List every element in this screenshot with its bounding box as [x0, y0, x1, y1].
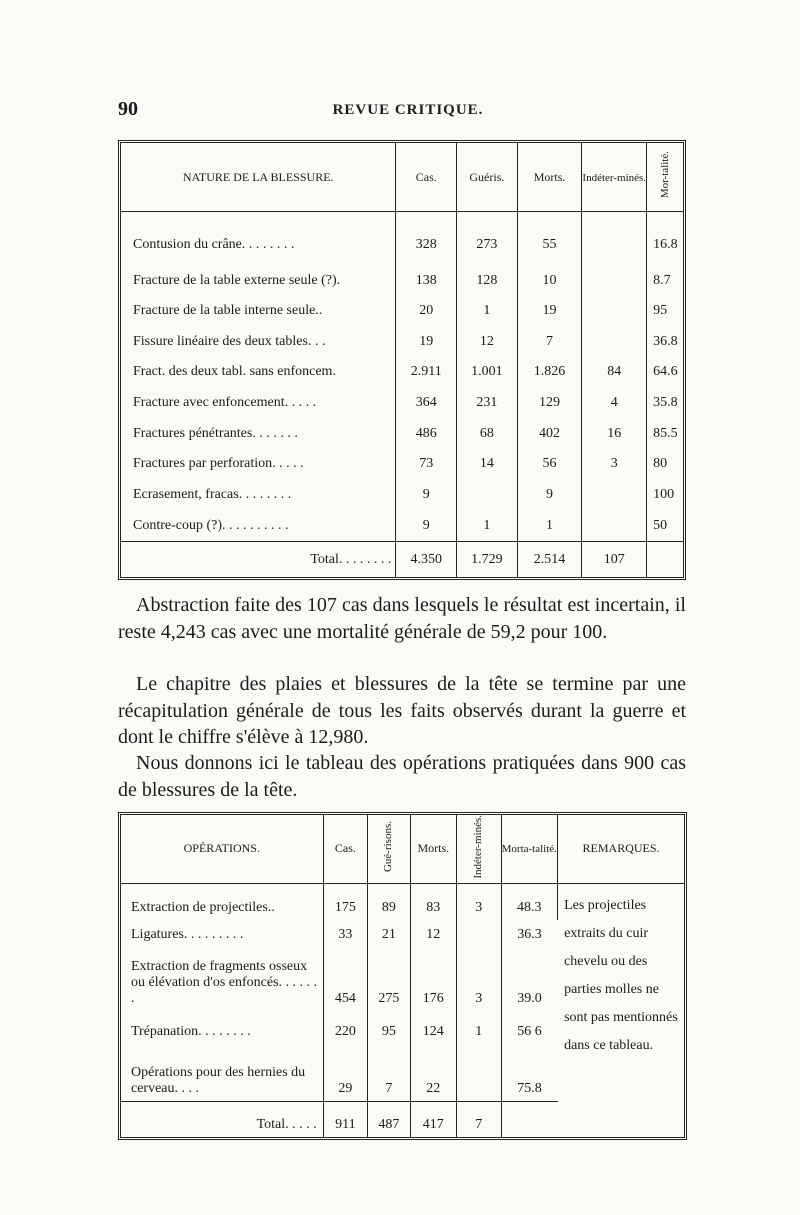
page-header — [118, 98, 698, 128]
total-mortality — [501, 1101, 558, 1137]
table-row — [121, 388, 683, 419]
column-header-cases: Cas. — [396, 143, 457, 212]
table-row — [121, 357, 683, 388]
cell-cases: 328 — [396, 212, 457, 266]
paragraph-chapter-summary: Le chapitre des plaies et blessures de la tête se termine par une récapitulation générale de tous les faits observés durant la guerre et dont le chiffre s'élève à 12,980. — [118, 673, 686, 748]
table-header-row — [121, 815, 684, 883]
cell-cases: 19 — [396, 326, 457, 357]
table-row — [121, 296, 683, 327]
total-cases: 911 — [323, 1101, 367, 1137]
cell-undetermined: 84 — [582, 357, 647, 388]
table-row — [121, 510, 683, 541]
column-header-cases: Cas. — [323, 815, 367, 883]
cell-cured: 273 — [457, 212, 518, 266]
cell-cases: 73 — [396, 449, 457, 480]
cell-undetermined — [582, 296, 647, 327]
total-mortality — [647, 542, 683, 577]
row-label: Ecrasement, fracas. . . . . . . . — [121, 480, 396, 511]
cell-mortality: 85.5 — [653, 425, 678, 441]
cell-cured: 12 — [457, 326, 518, 357]
cell-deaths: 124 — [410, 1011, 456, 1044]
cell-cured: 128 — [457, 265, 518, 296]
cell-undetermined: 16 — [582, 418, 647, 449]
column-header-deaths: Morts. — [517, 143, 582, 212]
column-header-remarks: REMARQUES. — [558, 815, 684, 883]
table-row — [121, 449, 683, 480]
cell-cured: 1 — [457, 296, 518, 327]
cell-cases: 29 — [323, 1044, 367, 1102]
table-row — [121, 212, 683, 266]
cell-cured: 68 — [457, 418, 518, 449]
cell-deaths: 9 — [517, 480, 582, 511]
cell-cases: 364 — [396, 388, 457, 419]
cell-deaths: 402 — [517, 418, 582, 449]
column-header-cured: Guéris. — [457, 143, 518, 212]
cell-cured: 1 — [457, 510, 518, 541]
column-header-deaths: Morts. — [410, 815, 456, 883]
cell-recoveries: 95 — [368, 1011, 410, 1044]
total-cases: 4.350 — [396, 542, 457, 577]
cell-deaths: 22 — [410, 1044, 456, 1102]
column-header-operations: OPÉRATIONS. — [121, 815, 323, 883]
cell-cases: 9 — [396, 510, 457, 541]
cell-cured: 14 — [457, 449, 518, 480]
row-label: Fractures pénétrantes. . . . . . . — [121, 418, 396, 449]
cell-undetermined: 3 — [457, 947, 501, 1011]
cell-recoveries: 89 — [368, 883, 410, 920]
page-number: 90 — [118, 98, 138, 120]
table-row — [121, 418, 683, 449]
cell-recoveries: 275 — [368, 947, 410, 1011]
cell-cured: 231 — [457, 388, 518, 419]
cell-mortality: 39.0 — [517, 990, 542, 1006]
cell-cases: 20 — [396, 296, 457, 327]
operations-table — [118, 812, 687, 1140]
remarks-text: Les projectiles extraits du cuir chevelu ou des parties molles ne sont pas mentionnés dans ce tableau. — [564, 897, 678, 1053]
cell-mortality: 35.8 — [653, 395, 678, 411]
cell-mortality: 100 — [653, 487, 675, 503]
cell-recoveries: 7 — [368, 1044, 410, 1102]
cell-undetermined — [582, 326, 647, 357]
cell-cases: 220 — [323, 1011, 367, 1044]
total-deaths: 2.514 — [517, 542, 582, 577]
cell-mortality: 36.3 — [517, 926, 542, 942]
cell-undetermined — [582, 510, 647, 541]
cell-mortality: 16.8 — [653, 236, 678, 252]
cell-undetermined: 4 — [582, 388, 647, 419]
table-header-row — [121, 143, 683, 212]
column-header-undetermined — [457, 815, 501, 883]
cell-undetermined — [457, 1044, 501, 1102]
cell-mortality: 36.8 — [653, 333, 678, 349]
recoveries-label: Gué-risons. — [382, 821, 395, 873]
cell-cured — [457, 480, 518, 511]
row-label: Contre-coup (?). . . . . . . . . . — [121, 510, 396, 541]
row-label: Opérations pour des hernies du cerveau. . . . — [121, 1044, 323, 1102]
cell-cases: 454 — [323, 947, 367, 1011]
table-row — [121, 883, 684, 920]
row-label: Fracture de la table interne seule.. — [121, 296, 396, 327]
total-deaths: 417 — [410, 1101, 456, 1137]
cell-mortality: 64.6 — [653, 364, 678, 380]
total-undetermined: 7 — [457, 1101, 501, 1137]
cell-cured: 1.001 — [457, 357, 518, 388]
column-header-recoveries — [368, 815, 410, 883]
cell-undetermined — [457, 920, 501, 947]
cell-undetermined: 3 — [457, 883, 501, 920]
total-label: Total. . . . . . . . — [121, 542, 396, 577]
cell-deaths: 10 — [517, 265, 582, 296]
cell-deaths: 7 — [517, 326, 582, 357]
cell-mortality: 95 — [653, 303, 668, 319]
cell-mortality: 48.3 — [501, 883, 558, 920]
total-label: Total. . . . . — [121, 1101, 323, 1137]
column-header-nature: NATURE DE LA BLESSURE. — [121, 143, 396, 212]
cell-deaths: 19 — [517, 296, 582, 327]
cell-deaths: 56 — [517, 449, 582, 480]
total-undetermined: 107 — [582, 542, 647, 577]
mortality-label: Mor-talité. — [658, 151, 671, 199]
cell-deaths: 55 — [517, 212, 582, 266]
column-header-undetermined — [582, 143, 647, 212]
cell-recoveries: 21 — [368, 920, 410, 947]
cell-cases: 9 — [396, 480, 457, 511]
cell-mortality: 56 6 — [517, 1023, 542, 1039]
cell-mortality: 8.7 — [653, 272, 671, 288]
cell-undetermined — [582, 265, 647, 296]
cell-deaths: 83 — [410, 883, 456, 920]
cell-deaths: 1.826 — [517, 357, 582, 388]
cell-cases: 33 — [323, 920, 367, 947]
running-title: REVUE CRITIQUE. — [332, 102, 484, 118]
column-header-mortality — [647, 143, 683, 212]
row-label: Ligatures. . . . . . . . . — [121, 920, 323, 947]
cell-cases: 175 — [323, 883, 367, 920]
table-row — [121, 265, 683, 296]
undetermined-label: Indéter-minés. — [582, 171, 647, 184]
cell-deaths: 12 — [410, 920, 456, 947]
row-label: Fracture de la table externe seule (?). — [121, 265, 396, 296]
wound-nature-table — [118, 140, 686, 580]
row-label: Trépanation. . . . . . . . — [121, 1011, 323, 1044]
row-label: Fracture avec enfoncement. . . . . — [121, 388, 396, 419]
cell-cases: 138 — [396, 265, 457, 296]
undetermined-label: Indéter-minés. — [472, 815, 485, 879]
row-label: Fract. des deux tabl. sans enfoncem. — [121, 357, 396, 388]
paragraph-abstraction: Abstraction faite des 107 cas dans lesquels le résultat est incertain, il reste 4,243 cas avec une mortalité générale de 59,2 pour 100. — [118, 594, 686, 643]
cell-mortality: 80 — [653, 456, 668, 472]
total-row — [121, 542, 683, 577]
cell-undetermined — [582, 212, 647, 266]
column-header-mortality — [501, 815, 558, 883]
cell-deaths: 176 — [410, 947, 456, 1011]
paragraph-operations-intro: Nous donnons ici le tableau des opérations pratiquées dans 900 cas de blessures de la tête. — [118, 752, 686, 801]
cell-cases: 486 — [396, 418, 457, 449]
table-row — [121, 480, 683, 511]
total-recoveries: 487 — [368, 1101, 410, 1137]
row-label: Contusion du crâne. . . . . . . . — [121, 212, 396, 266]
cell-undetermined: 3 — [582, 449, 647, 480]
total-cured: 1.729 — [457, 542, 518, 577]
table-row — [121, 326, 683, 357]
cell-deaths: 129 — [517, 388, 582, 419]
cell-mortality: 50 — [653, 517, 668, 533]
cell-mortality: 75.8 — [517, 1080, 542, 1096]
row-label: Extraction de fragments osseux ou élévation d'os enfoncés. . . . . . . — [121, 947, 323, 1011]
row-label: Fissure linéaire des deux tables. . . — [121, 326, 396, 357]
cell-undetermined — [582, 480, 647, 511]
mortality-label: Morta-talité. — [501, 843, 557, 856]
cell-undetermined: 1 — [457, 1011, 501, 1044]
row-label: Extraction de projectiles.. — [121, 883, 323, 920]
cell-deaths: 1 — [517, 510, 582, 541]
cell-cases: 2.911 — [396, 357, 457, 388]
row-label: Fractures par perforation. . . . . — [121, 449, 396, 480]
